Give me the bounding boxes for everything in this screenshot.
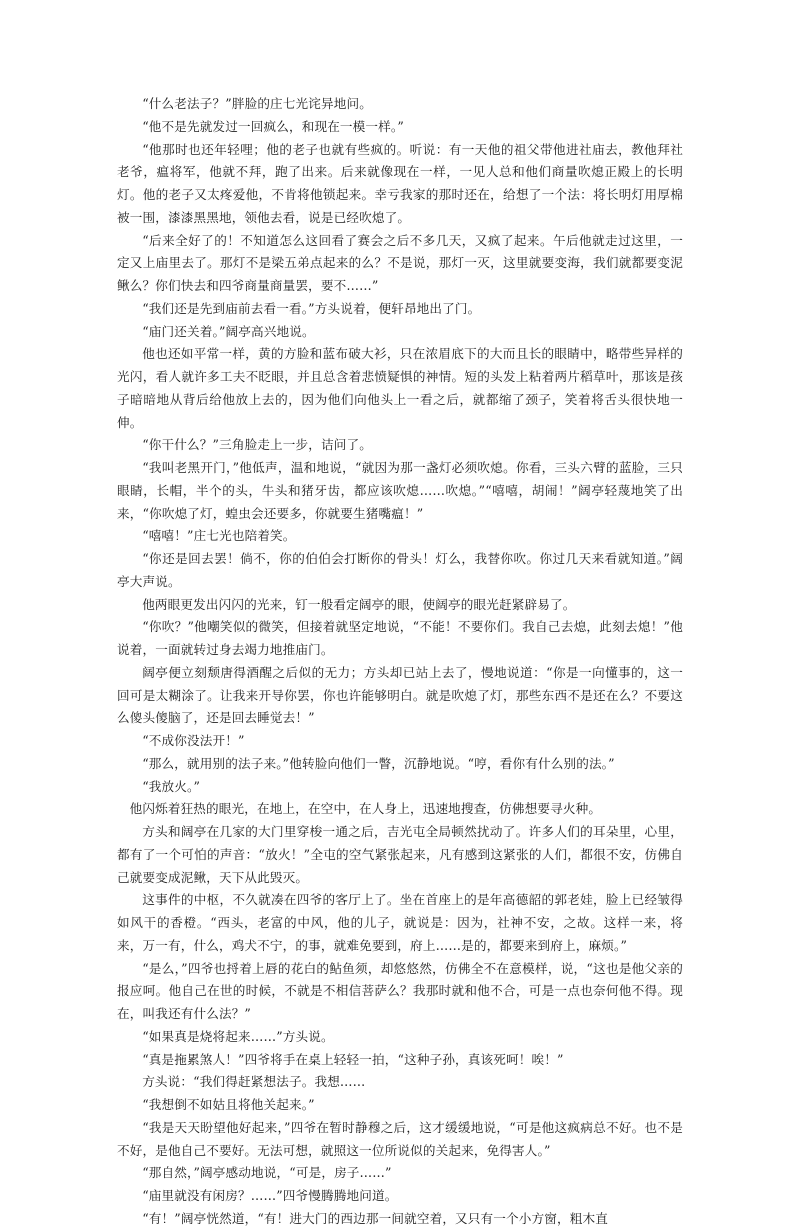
document-body (117, 93, 683, 1231)
paragraph: 方头和阔亭在几家的大门里穿梭一通之后，吉光屯全局顿然扰动了。许多人们的耳朵里，心里，都有了一个可怕的声音：“放火！”全屯的空气紧张起来，凡有感到这紧张的人们，都很不安，仿佛自己就要变成泥鳅，天下从此毁灭。 (117, 824, 683, 885)
paragraph: “庙门还关着。”阔亭高兴地说。 (142, 323, 315, 339)
paragraph: 他也还如平常一样，黄的方脸和蓝布破大衫，只在浓眉底下的大而且长的眼睛中，略带些异样的光闪，看人就许多工夫不眨眼，并且总含着悲愤疑惧的神情。短的头发上粘着两片稻草叶，那该是孩子暗暗地从背后给他放上去的，因为他们向他头上一看之后，就都缩了颈子，笑着将舌头很快地一伸。 (117, 346, 683, 430)
paragraph: “如果真是烧将起来……”方头说。 (142, 1028, 334, 1044)
paragraph: 他两眼更发出闪闪的光来，钉一般看定阔亭的眼，使阔亭的眼光赶紧辟易了。 (142, 596, 576, 612)
paragraph: “他那时也还年轻哩；他的老子也就有些疯的。听说：有一天他的祖父带他进社庙去，教他拜社老爷，瘟将军，他就不拜，跑了出来。后来就像现在一样，一见人总和他们商量吹熄正殿上的长明灯。他的老子又太疼爱他，不肯将他锁起来。幸亏我家的那时还在，给想了一个法：将长明灯用厚棉被一围，漆漆黑黑地，领他去看，说是已经吹熄了。 (117, 141, 683, 225)
paragraph: “你还是回去罢！倘不，你的伯伯会打断你的骨头！灯么，我替你吹。你过几天来看就知道。”阔亭大声说。 (117, 551, 683, 589)
paragraph: “我们还是先到庙前去看一看。”方头说着，便轩昂地出了门。 (142, 300, 481, 316)
paragraph: “我放火。” (142, 778, 201, 794)
paragraph: 阔亭便立刻颓唐得酒醒之后似的无力；方头却已站上去了，慢地说道：“你是一向懂事的，这一回可是太糊涂了。让我来开导你罢，你也许能够明白。就是吹熄了灯，那些东西不是还在么？不要这么傻头傻脑了，还是回去睡觉去！” (117, 664, 683, 726)
paragraph: “我是天天盼望他好起来，”四爷在暂时静穆之后，这才缓缓地说，“可是他这疯病总不好。也不是不好，是他自己不要好。无法可想，就照这一位所说似的关起来，免得害人。” (117, 1119, 683, 1158)
paragraph: 他闪烁着狂热的眼光，在地上，在空中，在人身上，迅速地搜查，仿佛想要寻火种。 (129, 801, 602, 817)
paragraph: “他不是先就发过一回疯么，和现在一模一样。” (142, 118, 404, 134)
paragraph: “不成你没法开！” (142, 733, 245, 748)
paragraph: “我想倒不如姑且将他关起来。” (142, 1097, 315, 1112)
paragraph: 这事件的中枢，不久就凑在四爷的客厅上了。坐在首座上的是年高德韶的郭老娃，脸上已经皱得如风干的香橙。“西头，老富的中风，他的儿子，就说是：因为，社神不安，之故。这样一来，将来，万一有，什么，鸡犬不宁，的事，就难免要到，府上……是的，都要来到府上，麻烦。” (117, 892, 683, 953)
paragraph: “什么老法子？”胖脸的庄七光诧异地问。 (142, 96, 373, 111)
paragraph: “嘻嘻！”庄七光也陪着笑。 (142, 528, 296, 544)
paragraph: “庙里就没有闲房？……”四爷慢腾腾地问道。 (142, 1188, 398, 1203)
paragraph: “真是拖累煞人！”四爷将手在桌上轻轻一拍，“这种子孙，真该死呵！唉！” (142, 1051, 564, 1067)
paragraph: “后来全好了的！不知道怎么这回看了赛会之后不多几天，又疯了起来。午后他就走过这里，一定又上庙里去了。那灯不是梁五弟点起来的么？不是说，那灯一灭，这里就要变海，我们就都要变泥鳅么？你们快去和四爷商量商量罢，要不……” (117, 232, 683, 293)
paragraph: “有！”阔亭恍然道，“有！进大门的西边那一间就空着，又只有一个小方窗，粗木直 (142, 1210, 608, 1226)
paragraph: “你干什么？”三角脸走上一步，诘问了。 (142, 437, 373, 453)
paragraph: “我叫老黑开门，”他低声，温和地说，“就因为那一盏灯必须吹熄。你看，三头六臂的蓝脸，三只眼睛，长帽，半个的头，牛头和猪牙齿，都应该吹熄……吹熄。”“嘻嘻，胡闹！”阔亭轻蔑地笑了出来，“你吹熄了灯，蝗虫会还要多，你就要生猪嘴瘟！” (117, 460, 683, 521)
paragraph: 方头说：“我们得赶紧想法子。我想…… (142, 1074, 366, 1090)
paragraph: “那么，就用别的法子来。”他转脸向他们一瞥，沉静地说。“哼，看你有什么别的法。” (142, 755, 615, 771)
paragraph: “是么，”四爷也捋着上唇的花白的鲇鱼须，却悠悠然，仿佛全不在意模样，说，“这也是他父亲的报应呵。他自己在世的时候，不就是不相信菩萨么？我那时就和他不合，可是一点也奈何他不得。现在，叫我还有什么法？” (117, 960, 683, 1021)
paragraph: “那自然，”阔亭感动地说，“可是，房子……” (142, 1165, 392, 1181)
paragraph: “你吹？”他嘲笑似的微笑，但接着就坚定地说，“不能！不要你们。我自己去熄，此刻去熄！”他说着，一面就转过身去竭力地推庙门。 (117, 619, 683, 657)
